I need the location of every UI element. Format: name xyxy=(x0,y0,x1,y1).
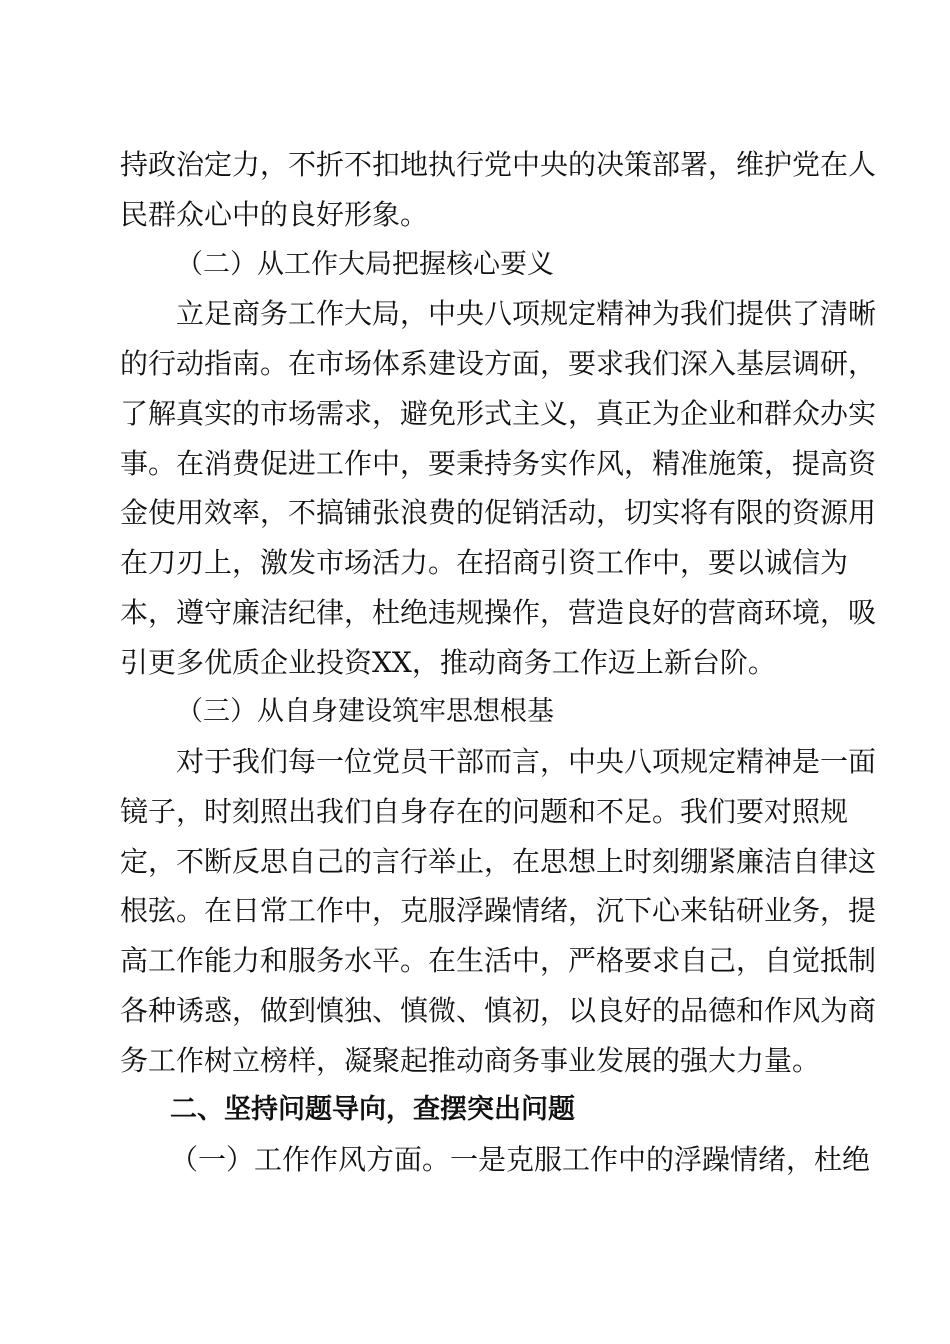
subsection-heading: （三）从自身建设筑牢思想根基 xyxy=(176,696,554,727)
paragraph-line: 在刀刃上，激发市场活力。在招商引资工作中，要以诚信为 xyxy=(120,546,849,579)
paragraph-line: 了解真实的市场需求，避免形式主义，真正为企业和群众办实 xyxy=(120,397,877,430)
paragraph-line: 的行动指南。在市场体系建设方面，要求我们深入基层调研， xyxy=(120,347,877,380)
paragraph-line: 立足商务工作大局，中央八项规定精神为我们提供了清晰 xyxy=(176,297,877,330)
subsection-heading: （二）从工作大局把握核心要义 xyxy=(176,249,554,280)
paragraph-line: 根弦。在日常工作中，克服浮躁情绪，沉下心来钻研业务，提 xyxy=(120,894,877,927)
paragraph-line: （一）工作作风方面。一是克服工作中的浮躁情绪，杜绝 xyxy=(170,1143,871,1176)
paragraph-line: 定，不断反思自己的言行举止，在思想上时刻绷紧廉洁自律这 xyxy=(120,845,877,878)
paragraph-line: 民群众心中的良好形象。 xyxy=(120,198,429,231)
paragraph-line: 持政治定力，不折不扣地执行党中央的决策部署，维护党在人 xyxy=(120,148,877,181)
paragraph-line: 引更多优质企业投资XX，推动商务工作迈上新台阶。 xyxy=(120,646,776,679)
paragraph-line: 金使用效率，不搞铺张浪费的促销活动，切实将有限的资源用 xyxy=(120,496,877,529)
paragraph-line: 事。在消费促进工作中，要秉持务实作风，精准施策，提高资 xyxy=(120,447,877,480)
paragraph-line: 高工作能力和服务水平。在生活中，严格要求自己，自觉抵制 xyxy=(120,944,877,977)
paragraph-line: 对于我们每一位党员干部而言，中央八项规定精神是一面 xyxy=(176,745,877,778)
paragraph-line: 镜子，时刻照出我们自身存在的问题和不足。我们要对照规 xyxy=(120,795,849,828)
paragraph-line: 各种诱惑，做到慎独、慎微、慎初，以良好的品德和作风为商 xyxy=(120,994,877,1027)
paragraph-line: 务工作树立榜样，凝聚起推动商务事业发展的强大力量。 xyxy=(120,1044,821,1077)
paragraph-line: 本，遵守廉洁纪律，杜绝违规操作，营造良好的营商环境，吸 xyxy=(120,596,877,629)
section-heading: 二、坚持问题导向，查摆突出问题 xyxy=(170,1094,575,1125)
